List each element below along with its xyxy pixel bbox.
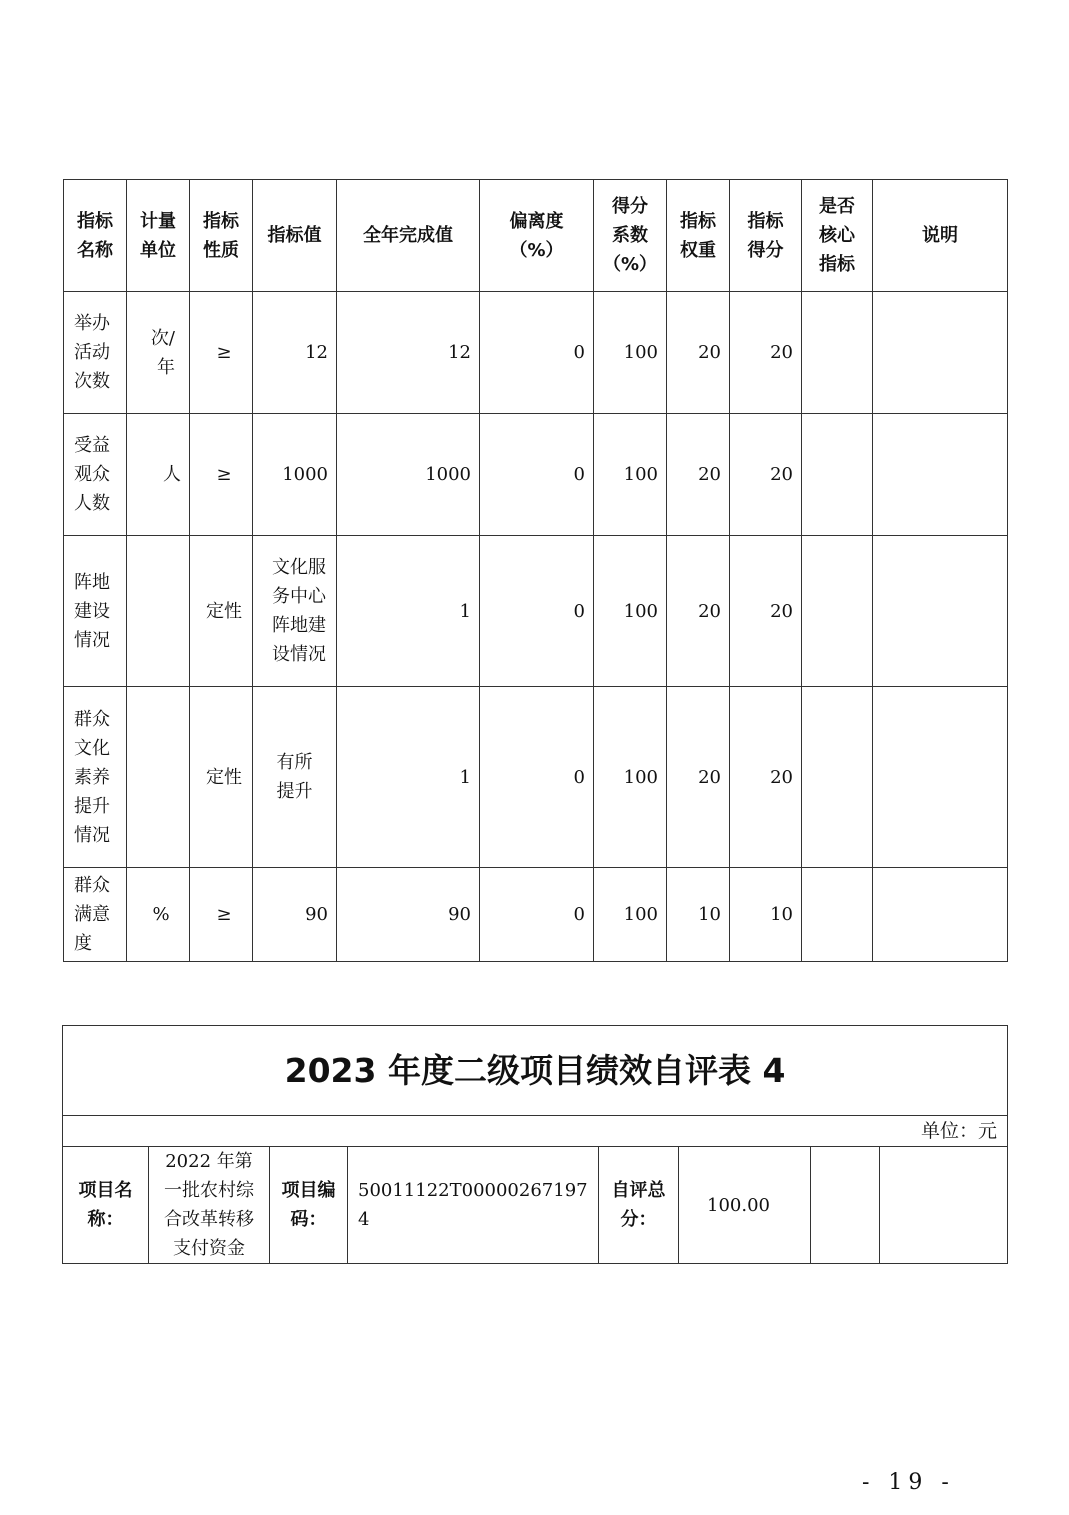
indicator-coef: 100 — [594, 868, 667, 962]
project-name-label: 项目名称： — [63, 1147, 149, 1264]
header-label: 说明 — [922, 225, 958, 246]
header-label: 指标 — [77, 210, 113, 232]
header-label: 偏离度 — [509, 210, 564, 232]
header-label: 权重 — [680, 239, 716, 261]
header-label: 单位 — [140, 239, 176, 261]
indicator-actual: 1 — [337, 536, 480, 687]
indicator-weight: 20 — [667, 687, 730, 868]
evaluation-table — [62, 1025, 1008, 1264]
indicator-actual: 1 — [337, 687, 480, 868]
indicator-coef: 100 — [594, 414, 667, 536]
indicator-name: 阵地建设情况 — [64, 536, 127, 687]
indicator-name: 受益观众人数 — [64, 414, 127, 536]
header-label: 指标 — [819, 254, 855, 275]
indicator-nature: ≥ — [190, 292, 253, 414]
header-cell — [127, 180, 190, 292]
indicator-deviation: 0 — [480, 536, 594, 687]
indicator-target: 12 — [253, 292, 337, 414]
header-label: 性质 — [203, 239, 239, 261]
indicator-nature: 定性 — [190, 687, 253, 868]
header-cell — [873, 180, 1008, 292]
table-row — [64, 292, 1008, 414]
indicator-target: 文化服务中心阵地建设情况 — [253, 536, 337, 687]
evaluation-title: 2023 年度二级项目绩效自评表 4 — [63, 1026, 1008, 1116]
indicator-score: 10 — [730, 868, 802, 962]
indicator-weight: 20 — [667, 292, 730, 414]
header-cell — [190, 180, 253, 292]
table-row — [64, 536, 1008, 687]
header-cell — [730, 180, 802, 292]
indicator-score: 20 — [730, 536, 802, 687]
indicator-deviation: 0 — [480, 292, 594, 414]
indicator-note — [873, 687, 1008, 868]
table-row — [64, 414, 1008, 536]
header-label: 指标 — [203, 210, 239, 232]
indicator-note — [873, 536, 1008, 687]
total-score: 100.00 — [679, 1147, 811, 1264]
header-label: 得分 — [612, 196, 648, 217]
indicator-header-row — [64, 180, 1008, 292]
indicator-unit — [127, 536, 190, 687]
indicator-score: 20 — [730, 292, 802, 414]
header-label: 名称 — [77, 239, 113, 261]
empty-cell — [811, 1147, 880, 1264]
indicator-name: 群众文化素养提升情况 — [64, 687, 127, 868]
header-cell — [594, 180, 667, 292]
indicator-unit: % — [127, 868, 190, 962]
indicator-actual: 12 — [337, 292, 480, 414]
indicator-nature: 定性 — [190, 536, 253, 687]
indicator-unit: 人 — [127, 414, 190, 536]
header-label: 核心 — [819, 225, 855, 246]
indicator-coef: 100 — [594, 292, 667, 414]
indicator-actual: 90 — [337, 868, 480, 962]
indicator-coef: 100 — [594, 687, 667, 868]
indicator-nature: ≥ — [190, 868, 253, 962]
page-number: - 19 - — [862, 1470, 955, 1495]
table-row — [64, 868, 1008, 962]
indicator-unit — [127, 687, 190, 868]
indicator-core — [802, 868, 873, 962]
indicator-core — [802, 536, 873, 687]
project-code-label: 项目编码： — [270, 1147, 348, 1264]
project-info-row — [63, 1147, 1008, 1264]
indicator-target: 90 — [253, 868, 337, 962]
header-cell — [480, 180, 594, 292]
header-cell — [253, 180, 337, 292]
indicator-deviation: 0 — [480, 414, 594, 536]
indicator-note — [873, 292, 1008, 414]
indicator-coef: 100 — [594, 536, 667, 687]
indicator-table — [63, 179, 1008, 962]
header-cell — [802, 180, 873, 292]
indicator-note — [873, 868, 1008, 962]
indicator-deviation: 0 — [480, 687, 594, 868]
project-name: 2022 年第一批农村综合改革转移支付资金 — [149, 1147, 270, 1264]
header-cell — [667, 180, 730, 292]
indicator-unit: 次/年 — [127, 292, 190, 414]
indicator-score: 20 — [730, 414, 802, 536]
header-label: 计量 — [140, 210, 176, 232]
indicator-weight: 20 — [667, 536, 730, 687]
indicator-nature: ≥ — [190, 414, 253, 536]
score-label: 自评总分： — [599, 1147, 679, 1264]
header-label: （%） — [602, 254, 658, 275]
header-label: 系数 — [612, 225, 648, 246]
empty-cell — [880, 1147, 1008, 1264]
unit-label: 单位：元 — [63, 1116, 1008, 1147]
project-code: 50011122T000002671974 — [348, 1147, 599, 1264]
header-label: 指标 — [747, 210, 784, 232]
header-label: 得分 — [747, 239, 784, 261]
header-label: 全年完成值 — [363, 225, 453, 246]
indicator-deviation: 0 — [480, 868, 594, 962]
header-label: （%） — [509, 239, 564, 261]
indicator-core — [802, 292, 873, 414]
indicator-core — [802, 414, 873, 536]
table-row — [64, 687, 1008, 868]
header-label: 指标值 — [267, 225, 322, 246]
indicator-weight: 10 — [667, 868, 730, 962]
indicator-weight: 20 — [667, 414, 730, 536]
indicator-name: 举办活动次数 — [64, 292, 127, 414]
indicator-target: 1000 — [253, 414, 337, 536]
header-label: 指标 — [680, 210, 716, 232]
header-cell — [64, 180, 127, 292]
indicator-score: 20 — [730, 687, 802, 868]
indicator-actual: 1000 — [337, 414, 480, 536]
header-cell — [337, 180, 480, 292]
header-label: 是否 — [819, 196, 855, 217]
indicator-name: 群众满意度 — [64, 868, 127, 962]
indicator-note — [873, 414, 1008, 536]
indicator-core — [802, 687, 873, 868]
indicator-target: 有所提升 — [253, 687, 337, 868]
